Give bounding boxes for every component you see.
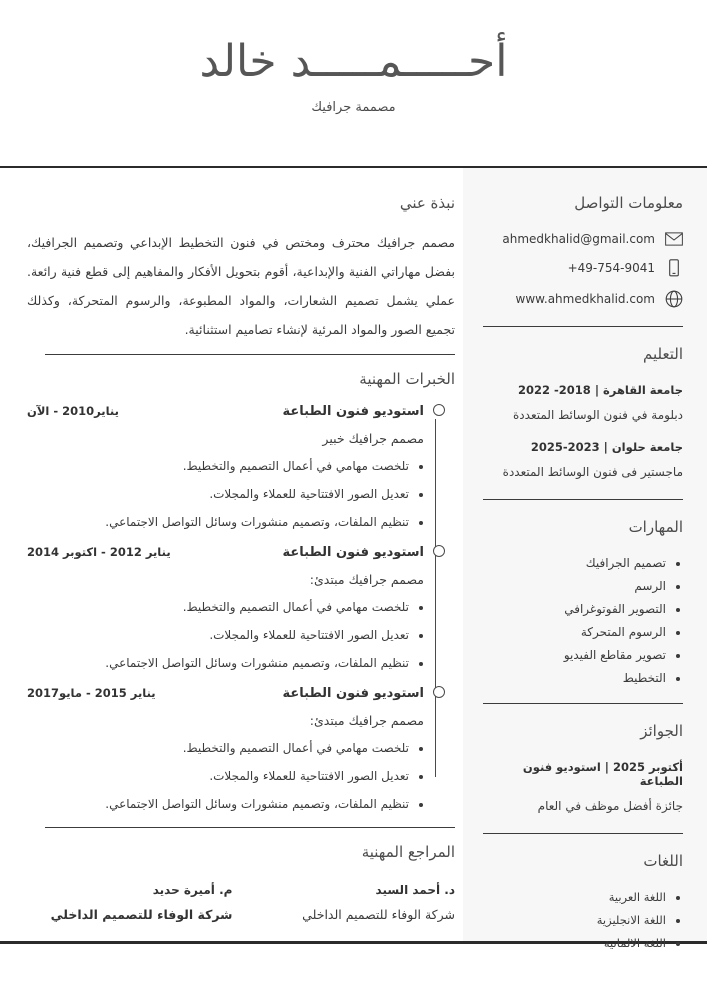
education-section (483, 345, 683, 481)
experience-bullet: • تعديل الصور الافتتاحية للعملاء والمجلات. (27, 626, 409, 644)
language-item: • اللغة الانجليزية (483, 913, 666, 927)
reference-name: د. أحمد السيد (375, 883, 455, 897)
skill-item: • التخطيط (483, 671, 666, 685)
experience-bullet: • تنظيم الملفات، وتصميم منشورات وسائل التواصل الاجتماعي. (27, 795, 409, 813)
experience-bullets (27, 457, 424, 531)
references-section (27, 843, 455, 922)
skills-list (483, 556, 683, 685)
main-divider (45, 827, 455, 828)
education-degree: دبلومة في فنون الوسائط المتعددة (513, 408, 683, 422)
timeline-marker-icon (433, 686, 445, 698)
sidebar (463, 168, 707, 950)
experience-entry (27, 686, 424, 813)
experience-entry (27, 545, 424, 672)
experience-bullet: • تعديل الصور الافتتاحية للعملاء والمجلات. (27, 485, 409, 503)
sidebar-divider (483, 499, 683, 500)
experience-bullet: • تلخصت مهامي في أعمال التصميم والتخطيط. (27, 598, 409, 616)
experience-timeline (27, 404, 455, 813)
about-heading: نبذة عني (399, 194, 455, 212)
experience-bullet: • تلخصت مهامي في أعمال التصميم والتخطيط. (27, 739, 409, 757)
experience-bullet: • تعديل الصور الافتتاحية للعملاء والمجلات. (27, 767, 409, 785)
experience-role: مصمم جرافيك خبير (322, 431, 424, 446)
education-degree: ماجستير فى فنون الوسائط المتعددة (502, 465, 683, 479)
experience-company: استوديو فنون الطباعة (282, 404, 424, 419)
language-item: • اللغة العربية (483, 890, 666, 904)
experience-company: استوديو فنون الطباعة (282, 686, 424, 701)
experience-section (27, 370, 455, 813)
page-header (0, 0, 707, 168)
skill-item: • الرسم (483, 579, 666, 593)
main-column (0, 168, 463, 941)
sidebar-divider (483, 833, 683, 834)
languages-section (483, 852, 683, 950)
person-name: أحـــــمـــــد خالد (199, 36, 508, 87)
references-heading: المراجع المهنية (361, 843, 455, 861)
experience-entry (27, 404, 424, 531)
reference-name: م. أميرة حديد (152, 883, 233, 897)
timeline-line (435, 419, 436, 777)
experience-bullet: • تلخصت مهامي في أعمال التصميم والتخطيط. (27, 457, 409, 475)
experience-bullet: • تنظيم الملفات، وتصميم منشورات وسائل التواصل الاجتماعي. (27, 654, 409, 672)
reference-item (250, 883, 455, 922)
skill-item: • التصوير الفوتوغرافي (483, 602, 666, 616)
education-school-date: جامعة حلوان | 2023-2025 (530, 440, 683, 454)
skills-heading: المهارات (628, 518, 683, 536)
about-text: مصمم جرافيك محترف ومختص في فنون التخطيط الإبداعي وتصميم الجرافيك، بفضل مهاراتي الفنية والإبداعية، أقوم بتحويل الأفكار والمفاهيم إلى قطع فنية رائعة. عملي يشمل تصميم الشعارات، والمواد المطبوعة، والرسوم المتحركة، وكذلك تجميع الصور والمواد المرئية لإنشاء تصاميم استثنائية. (27, 235, 455, 337)
experience-date: يناير2010 - الآن (27, 404, 119, 418)
sidebar-divider (483, 703, 683, 704)
contact-email-value: ahmedkhalid@gmail.com (502, 232, 655, 246)
languages-heading: اللغات (643, 852, 683, 870)
education-school-date: جامعة القاهرة | 2018- 2022 (518, 383, 683, 397)
skill-item: • تصوير مقاطع الفيديو (483, 648, 666, 662)
languages-list (483, 890, 683, 950)
awards-section (483, 722, 683, 815)
education-entry (483, 440, 683, 481)
experience-role: مصمم جرافيك مبتدئ: (309, 572, 424, 587)
about-section (27, 194, 455, 344)
award-description: جائزة أفضل موظف في العام (537, 799, 683, 813)
experience-bullet: • تنظيم الملفات، وتصميم منشورات وسائل التواصل الاجتماعي. (27, 513, 409, 531)
skills-section (483, 518, 683, 685)
reference-company: شركة الوفاء للتصميم الداخلي (302, 907, 455, 922)
experience-entry-header (27, 404, 424, 419)
skill-item: • الرسوم المتحركة (483, 625, 666, 639)
skill-item: • تصميم الجرافيك (483, 556, 666, 570)
experience-bullets (27, 598, 424, 672)
globe-icon (665, 290, 683, 308)
experience-date: يناير 2015 - مايو2017 (27, 686, 156, 700)
experience-entry-header (27, 545, 424, 560)
timeline-marker-icon (433, 545, 445, 557)
reference-company: شركة الوفاء للتصميم الداخلي (50, 907, 233, 922)
contact-heading: معلومات التواصل (574, 194, 683, 212)
contact-email-row (483, 232, 683, 246)
main-divider (45, 354, 455, 355)
experience-company: استوديو فنون الطباعة (282, 545, 424, 560)
phone-icon (665, 259, 683, 277)
contact-phone-value: +49-754-9041 (567, 261, 655, 275)
experience-date: يناير 2012 - اكتوبر 2014 (27, 545, 171, 559)
education-entry (483, 383, 683, 424)
experience-heading: الخبرات المهنية (359, 370, 455, 388)
content-area (0, 168, 707, 950)
person-job-title: مصممة جرافيك (311, 100, 396, 116)
contact-website-value: www.ahmedkhalid.com (515, 292, 655, 306)
contact-phone-row (483, 259, 683, 277)
sidebar-divider (483, 326, 683, 327)
education-heading: التعليم (643, 345, 683, 363)
timeline-marker-icon (433, 404, 445, 416)
email-icon (665, 232, 683, 246)
reference-item (27, 883, 232, 922)
experience-bullets (27, 739, 424, 813)
references-list (27, 883, 455, 922)
contact-section (483, 194, 683, 308)
contact-website-row (483, 290, 683, 308)
awards-heading: الجوائز (640, 722, 683, 740)
language-item: • اللغة الالمانية (483, 936, 666, 950)
experience-entry-header (27, 686, 424, 701)
experience-role: مصمم جرافيك مبتدئ: (309, 713, 424, 728)
award-title: أكتوبر 2025 | استوديو فنون الطباعة (522, 760, 683, 788)
